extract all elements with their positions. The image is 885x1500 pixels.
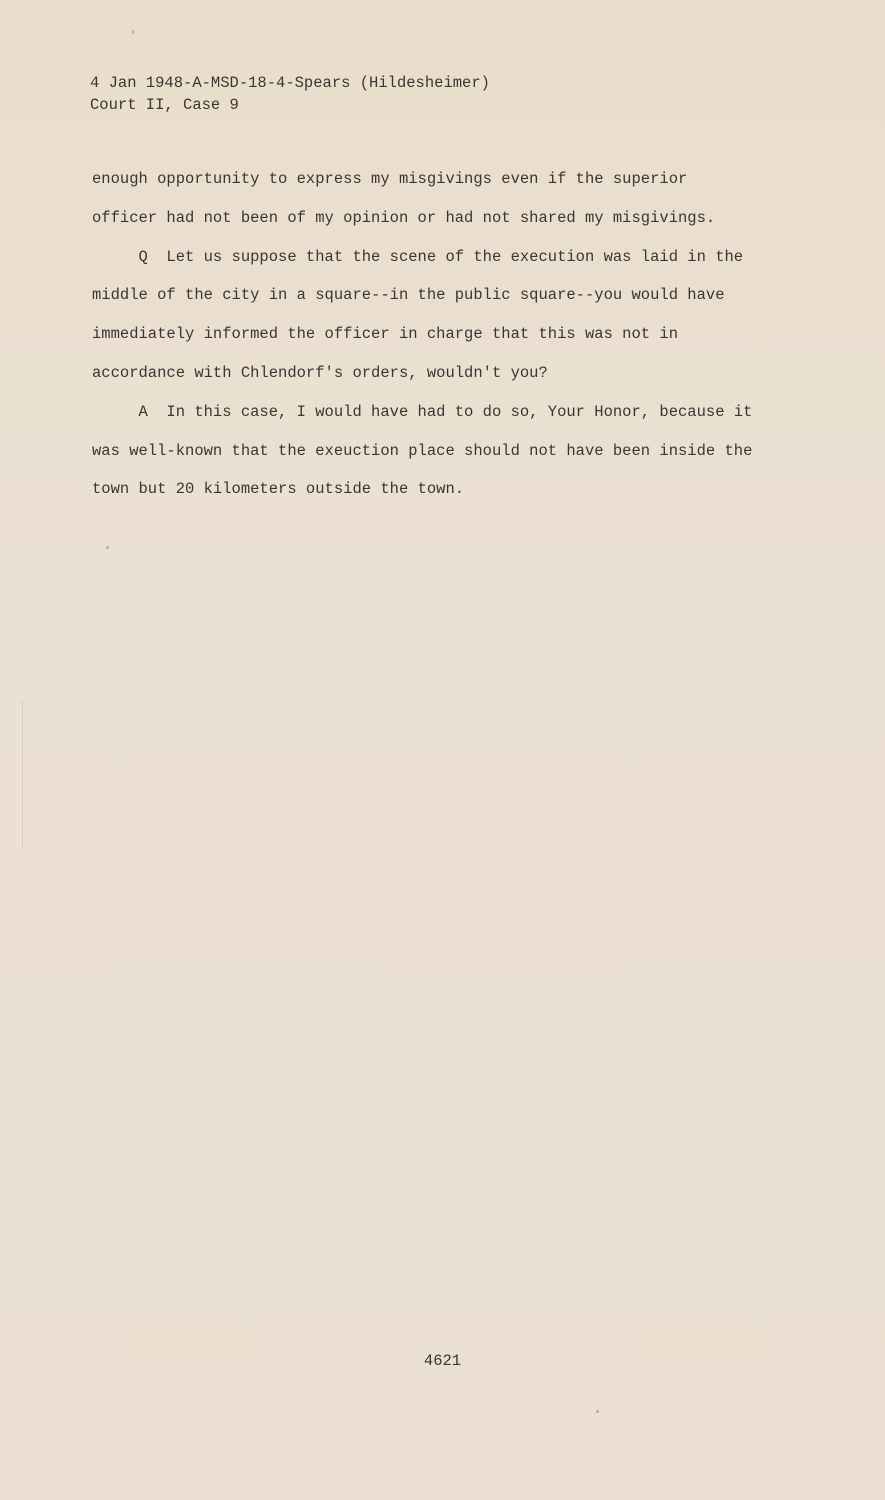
transcript-line: middle of the city in a square--in the public square--you would have [92,286,725,305]
header-court-line: Court II, Case 9 [90,96,239,114]
transcript-line: officer had not been of my opinion or had not shared my misgivings. [92,208,716,227]
transcript-body [92,166,792,515]
transcript-line: enough opportunity to express my misgivings even if the superior [92,170,688,188]
transcript-line: Q Let us suppose that the scene of the execution was laid in the [92,247,744,266]
header-date-line: 4 Jan 1948-A-MSD-18-4-Spears (Hildesheimer) [90,74,490,92]
paper-speck [132,30,134,34]
document-header [90,72,490,116]
transcript-line: town but 20 kilometers outside the town. [92,480,465,499]
transcript-line: immediately informed the officer in charge that this was not in [92,325,678,344]
paper-speck [106,546,109,549]
paper-crease [22,700,23,850]
paper-speck [596,1410,599,1413]
transcript-line: was well-known that the exeuction place should not have been inside the [92,441,753,460]
transcript-line: A In this case, I would have had to do so, Your Honor, because it [92,402,753,421]
transcript-line: accordance with Chlendorf's orders, wouldn't you? [92,363,548,382]
page-number: 4621 [423,1352,462,1370]
